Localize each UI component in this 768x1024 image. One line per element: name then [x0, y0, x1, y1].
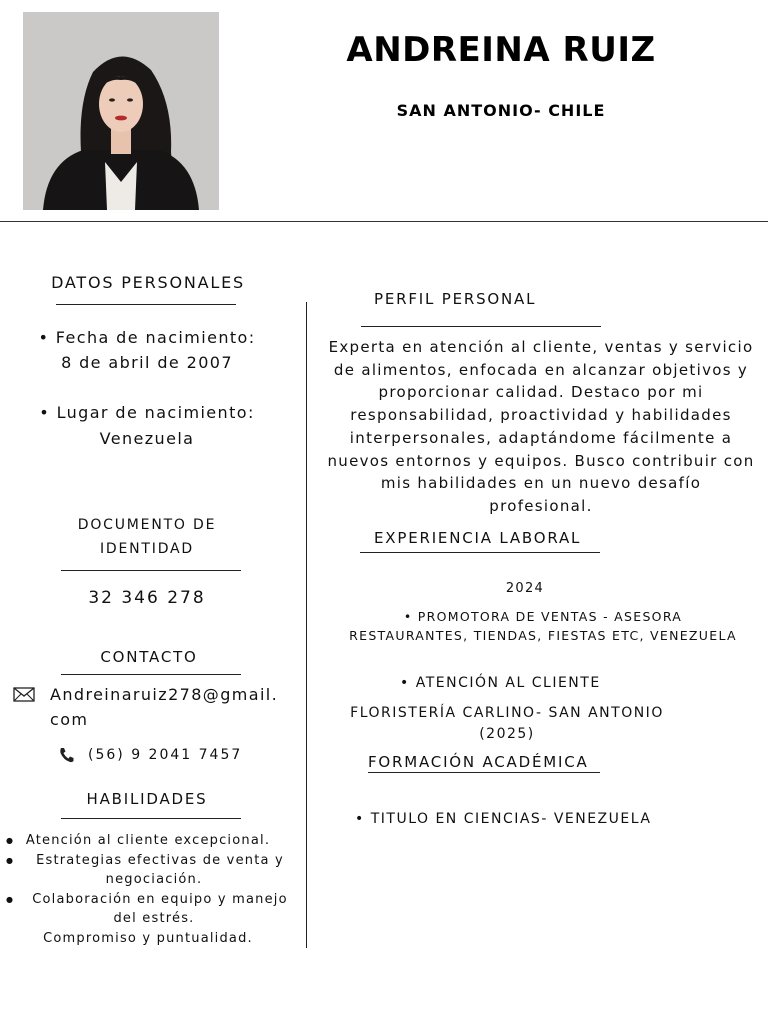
- section-title-datos-personales: DATOS PERSONALES: [51, 273, 245, 292]
- skill-item-continued: del estrés.: [113, 911, 195, 926]
- skill-item: ● Atención al cliente excepcional.: [0, 831, 296, 851]
- job-1-title: • PROMOTORA DE VENTAS - ASESORA: [403, 609, 683, 624]
- phone-icon: [58, 746, 80, 764]
- column-divider: [306, 302, 307, 948]
- id-number: 32 346 278: [88, 588, 206, 608]
- experience-year: 2024: [505, 581, 545, 596]
- skill-item: ● Estrategias efectivas de venta y: [0, 851, 296, 871]
- skill-item-continued: negociación.: [105, 872, 203, 887]
- profile-line: Experta en atención al cliente, ventas y servicio: [328, 338, 754, 356]
- birth-place-label: • Lugar de nacimiento:: [39, 403, 255, 422]
- birth-place-value: Venezuela: [99, 429, 195, 448]
- job-2-year: (2025): [479, 726, 535, 742]
- section-title-habilidades: HABILIDADES: [86, 790, 208, 808]
- section-title-contacto: CONTACTO: [100, 648, 198, 666]
- email-line-1[interactable]: Andreinaruiz278@gmail.: [50, 685, 279, 704]
- section-underline: [56, 304, 236, 305]
- education-item: • TITULO EN CIENCIAS- VENEZUELA: [355, 811, 652, 827]
- job-2-place: FLORISTERÍA CARLINO- SAN ANTONIO: [350, 705, 664, 721]
- job-1-details: RESTAURANTES, TIENDAS, FIESTAS ETC, VENEZUELA: [349, 628, 737, 643]
- skill-item: Compromiso y puntualidad.: [43, 930, 253, 946]
- section-underline: [361, 326, 601, 327]
- phone-number[interactable]: (56) 9 2041 7457: [88, 747, 243, 763]
- section-underline: [61, 674, 241, 675]
- section-title-formacion: FORMACIÓN ACADÉMICA: [368, 753, 589, 771]
- section-underline: [61, 570, 241, 571]
- candidate-name: ANDREINA RUIZ: [346, 30, 656, 70]
- header-divider: [0, 221, 768, 222]
- profile-line: proporcionar calidad. Destaco por mi: [378, 383, 704, 402]
- section-underline: [360, 552, 600, 553]
- profile-line: interpersonales, adaptándome fácilmente a: [349, 428, 733, 447]
- profile-line: responsabilidad, proactividad y habilidades: [350, 406, 732, 425]
- profile-summary: [316, 336, 766, 518]
- email-line-2[interactable]: com: [50, 710, 89, 729]
- profile-photo: [23, 12, 219, 210]
- profile-line: mis habilidades en un nuevo desafío: [380, 474, 702, 493]
- skill-item: ● Colaboración en equipo y manejo: [0, 890, 296, 910]
- section-underline: [61, 818, 241, 819]
- job-2-title: • ATENCIÓN AL CLIENTE: [400, 675, 601, 691]
- skills-list: [0, 831, 296, 948]
- profile-line: de alimentos, enfocada en alcanzar objetivos y: [333, 360, 749, 379]
- section-title-experiencia: EXPERIENCIA LABORAL: [374, 529, 582, 547]
- profile-line: nuevos entornos y equipos. Busco contribuir con: [327, 451, 755, 470]
- birth-date-label: • Fecha de nacimiento:: [38, 328, 256, 347]
- section-underline: [368, 772, 600, 773]
- section-title-documento-1: DOCUMENTO DE: [77, 517, 217, 533]
- section-title-perfil: PERFIL PERSONAL: [374, 290, 537, 308]
- birth-date-value: 8 de abril de 2007: [61, 353, 233, 372]
- profile-line: profesional.: [489, 496, 593, 515]
- candidate-location: SAN ANTONIO- CHILE: [396, 101, 606, 120]
- envelope-icon: [13, 686, 35, 704]
- section-title-documento-2: IDENTIDAD: [100, 541, 194, 557]
